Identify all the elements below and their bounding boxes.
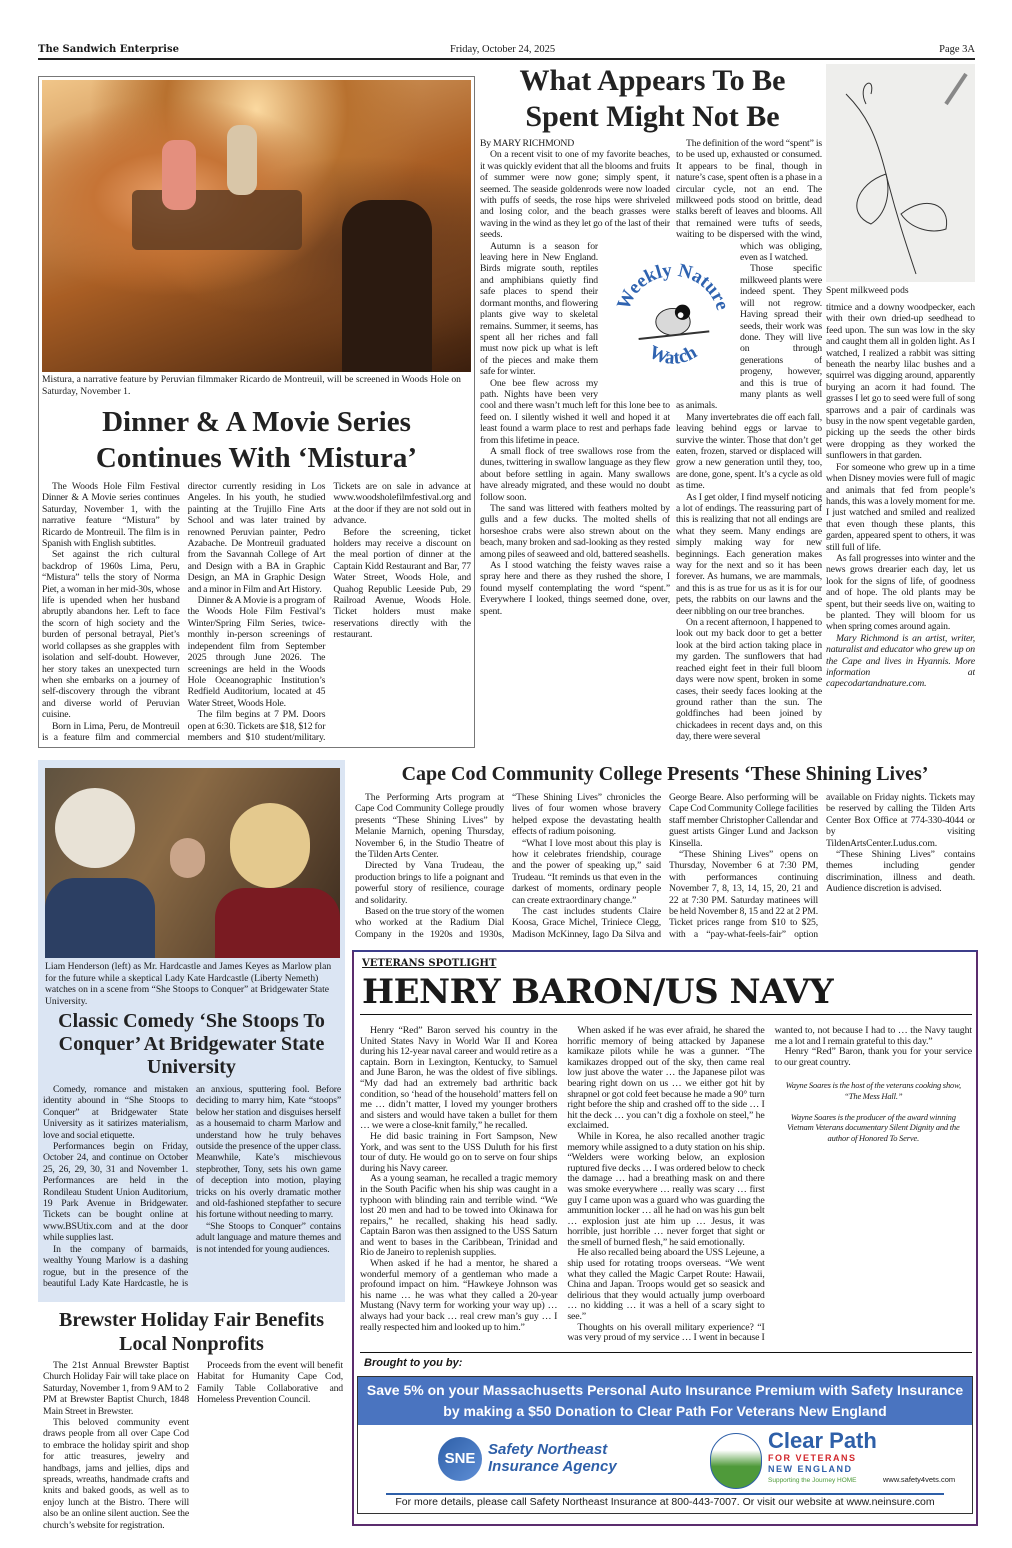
sne-name-line: Safety Northeast: [488, 1441, 608, 1458]
milkweed-sketch-image: [826, 64, 975, 282]
paragraph: “What I love most about this play is how it celebrates friendship, courage and the power of speaking up,” said Trudeau. “It reminds us that even in the darkest of moments, ordinary people can create extraordinary change.”: [512, 837, 661, 906]
mistura-film-photo: [42, 80, 471, 372]
paragraph: Autumn is a season for leaving here in New England. Birds migrate south, reptiles and amphibians quietly find safe places to spend their dormant months, and flowering plants give way to skeletal remains. Summer, it seems, has spent all her riches and fall must now pick up what is left of the pieces and make them safe for winter.: [480, 240, 598, 378]
paragraph: As a young seaman, he recalled a tragic memory in the South Pacific when his ship was caught in a typhoon with blinding rain and terrible wind. “We lost 20 men and had to be towed into Okinawa for repairs,” he recalled, shaking his head sadly. Captain Baron was then assigned to the USS Saturn and went to bases in the Caribbean, Trinidad and Rio de Janeiro to replenish supplies.: [360, 1173, 558, 1259]
clear-path-tagline: Supporting the Journey HOME: [768, 1477, 857, 1484]
paragraph: He did basic training in Fort Sampson, New York, and was sent to the USS Duluth for his first tour of duty. He would go on to serve on four ships during his Navy career.: [360, 1130, 558, 1174]
brewster-headline: Brewster Holiday Fair Benefits Local Nonprofits: [59, 1309, 324, 1355]
paragraph: When asked if he was ever afraid, he shared the horrific memory of being attacked by Japanese kamikaze pilots while he was a gunner. “The kamikazes dropped out of the sky, then came real low just above the water … the Japanese pilot was bearing right down on us … we either got hit by shrapnel or got cold feet because he made a 90° turn right before the ship and crashed off to the side … I hit the deck … you can’t dig a foxhole on steel,” he exclaimed.: [567, 1026, 765, 1132]
author-note: Wayne Soares is the producer of the award winning Vietnam Veterans documentary Silent Dignity and the author of Honored To Serve.: [787, 1111, 960, 1143]
paragraph: Those specific milkweed plants were indeed spent. They will not regrow. Having spread their seeds, their work was done. They will live on through generations of progeny, however, and this is true of many plants as well as animals.: [676, 263, 822, 412]
ad-banner: [358, 1377, 972, 1425]
newspaper-name: The Sandwich Enterprise: [38, 44, 179, 55]
nature-column-3: [826, 302, 975, 745]
mistura-photo-caption: Mistura, a narrative feature by Peruvian filmmaker Ricardo de Montreuil, will be screened in Woods Hole on Saturday, November 1.: [42, 374, 461, 397]
paragraph: titmice and a downy woodpecker, each with their own dried-up seedhead to feed upon. The sun was low in the sky and caught them all in golden light. As I watched, I realized a rabbit was sitting beneath the nearby lilac bushes and a squirrel was digging around, apparently burying an acorn it had found. The grasses I let go to seed were full of song sparrows and a pair of cardinals was busy in the now spent vegetable garden, picking up the seeds the other birds were dropping as they worked the sunflowers in that garden.: [826, 302, 975, 462]
paragraph: The Woods Hole Film Festival Dinner & A Movie series continues Saturday, November 1, with the narrative feature “Mistura” by Ricardo de Montreuil. The film is in Spanish with English subtitles.: [42, 481, 180, 550]
ad-banner-line: Save 5% on your Massachusetts Personal Auto Insurance Premium with Safety Insurance: [366, 1382, 964, 1398]
paragraph: The definition of the word “spent” is to be used up, exhausted or consumed. It appears to be final, though in nature’s case, spent often is a phase in a circular cycle, not an end. The milkweed pods stood on brittle, dead stalks bereft of leaves and blooms. All that remained were tufts of seeds, waiting to be dispersed with the wind, which was obliging, even as I watched.: [676, 138, 822, 264]
paragraph: “These Shining Lives” opens on Thursday, November 6 at 7:30 PM, with performances continuing November 7, 8, 13, 14, 15, 20, 21 and 22 at 7:30 PM. Saturday matinees will be held November 8, 15 and 22 at 2 PM. Ticket prices range from $10 to $25, with a “pay-what-feels-fair” option available on Friday nights. Tickets may be reserved by calling the Tilden Arts Center Box Office at 774-330-4044 or by visiting TildenArtsCenter.Ludus.com.: [669, 792, 975, 940]
paragraph: Born in Lima, Peru, de Montreuil is a feature film and commercial director currently residing in Los Angeles. In his youth, he studied painting at the Trujillo Fine Arts School and was later trained by renowned Peruvian painter, Pedro Azabache. De Montreuil graduated from the Savannah College of Art and Design with a BA in Graphic Design, an MA in Graphic Design and a minor in Film and Art History.: [42, 481, 326, 743]
stoops-cast-photo: [45, 768, 340, 958]
page-number: Page 3A: [939, 44, 975, 55]
stoops-headline: Classic Comedy ‘She Stoops To Conquer’ At Bridgewater State University: [58, 1010, 325, 1078]
milkweed-caption: Spent milkweed pods: [826, 285, 909, 296]
nature-column-1: [480, 138, 670, 745]
paragraph: When asked if he had a mentor, he shared a wonderful memory of a gentleman who made a profound impact on him. “Hawkeye Johnson was his name … he was what they called a 20-year Mustang (Navy term for working your way up) … always had your back … real crew man’s guy … I really respected him and looked up to him.”: [360, 1258, 558, 1333]
sponsor-label: Brought to you by:: [364, 1357, 463, 1369]
paragraph: Henry “Red” Baron served his country in the United States Navy in World War II and Korea during his 12-year naval career and would retire as a captain. Born in Lexington, Kentucky, to Samuel and June Baron, he was the oldest of five siblings. “My dad had an extremely bad arthritic back condition, so ‘head of the household’ matters fell on me … didn’t matter, I loved my younger brothers and sisters and would have taken a bullet for them … we were a close-knit family,” he recalled.: [360, 1026, 558, 1132]
paragraph: As I stood watching the feisty waves raise a spray here and there as they rushed the shore, I found myself contemplating the word “spent.” Everywhere I looked, things seemed done, over, spent.: [480, 560, 670, 617]
mistura-body: [42, 481, 471, 745]
paragraph: For someone who grew up in a time when Disney movies were full of magic and animals that fed from people’s hands, this was a lovely moment for me. I just watched and smiled and realized that even though these plants, this garden, appeared spent to others, it was still full of life.: [826, 461, 975, 553]
paragraph: A small flock of tree swallows rose from the dunes, twittering in swallow language as they flew about before settling in again. Many swallows have already migrated, and these would no doubt follow soon.: [480, 445, 670, 503]
paragraph: Based on the true story of the women who worked at the Radium Dial Company in the 1920s and 1930s, “These Shining Lives” chronicles the lives of four women whose bravery helped expose the devastating health effects of radium poisoning.: [355, 792, 661, 940]
paragraph: While in Korea, he also recalled another tragic memory while assigned to a duty station on his ship. “Welders were working below, an explosion ruptured five decks … I was ordered below to check the damage … had a breathing mask on and there was smoke everywhere … really was scary … first guy I came upon was a guard who was guarding the ammunition locker … all he had on was his gun belt … explosion just ate him up … Jesus, it was horrible, just horrible … never forget that sight or the smell of burned flesh,” he said emotionally.: [567, 1130, 765, 1248]
paragraph: One bee flew across my path. Nights have been very cool and there wasn’t much left for this lone bee to feed on. I silently wished it well and hoped it at least found a warm place to rest and perhaps fade from this lifetime in peace.: [480, 377, 670, 446]
cccc-body: [355, 792, 975, 946]
clear-path-emblem-icon: [710, 1433, 762, 1489]
weekly-nature-watch-logo: [610, 254, 736, 382]
svg-text:Watch: Watch: [645, 341, 701, 369]
mistura-headline: Dinner & A Movie Series Continues With ‘Mistura’: [95, 406, 418, 474]
paragraph: This beloved community event draws people from all over Cape Cod to embrace the holiday spirit and shop for attic treasures, jewelry and handbags, jams and jellies, dips and spreads, wreaths, handmade crafts and knits and baked goods, as well as to enjoy lunch at the Bistro. There will also be an online silent auction. See the church’s website for registration.: [43, 1417, 189, 1531]
paragraph: On a recent afternoon, I happened to look out my back door to get a better look at the bird action taking place in my garden. The sunflowers that had reached eight feet in their full bloom days were now spent, broken in some cases, their seedy faces looking at the ground rather than the sun. The goldfinches had been joined by chickadees in recent days and, on this day, there were several: [676, 617, 822, 743]
stoops-body: [43, 1084, 341, 1298]
paragraph: The cast includes students Claire Koosa, Grace Michel, Triniece Clegg, Madison McKinney, Iago Da Silva and George Beare. Also performing will be Cape Cod Community College facilities staff member Christopher Callendar and guest artists Ginger Lund and Jackson Kinsella.: [512, 792, 818, 940]
ad-banner-line: by making a $50 Donation to Clear Path For Veterans New England: [443, 1403, 887, 1419]
paragraph: Thoughts on his overall military experience? “I was very proud of my service … I went in because I wanted to, not because I had to … the Navy taught me a lot and I remain grateful to this day.”: [567, 1026, 972, 1344]
sne-name: [488, 1441, 617, 1475]
brewster-body: [43, 1360, 343, 1543]
paragraph: Dinner & A Movie is a program of the Woods Hole Film Festival’s Winter/Spring Film Series, twice-monthly in-person screenings of independent film from September 2025 through June 2026. The screenings are held in the Woods Hole Oceanographic Institution’s Redfield Auditorium, located at 45 Water Street, Woods Hole.: [187, 595, 326, 709]
paragraph: Many invertebrates die off each fall, leaving behind eggs or larvae to survive the winter. Those that don’t get eaten, frozen, starved or displaced will grow a new generation until they, too, are done, gone, spent. It’s a cycle as old as time.: [676, 411, 822, 492]
veterans-body: [360, 1026, 972, 1346]
paragraph: In the company of barmaids, wealthy Young Marlow is a dashing rogue, but in the presence of the beautiful Lady Kate Hardcastle, he is an anxious, sputtering fool. Before deciding to marry him, Kate “stoops” below her station and disguises herself as a housemaid to charm Marlow and understand how he truly behaves outside the presence of the upper class. Meanwhile, Kate’s mischievous stepbrother, Tony, sets his own game of deception into motion, playing tricks on his overly dramatic mother and old-fashioned stepfather to secure his fortune without needing to marry.: [43, 1084, 341, 1289]
cccc-headline: Cape Cod Community College Presents ‘These Shining Lives’: [401, 763, 929, 785]
byline: By MARY RICHMOND: [480, 138, 575, 149]
issue-date: Friday, October 24, 2025: [450, 44, 556, 55]
paragraph: “These Shining Lives” contains themes including gender discrimination, illness and death. Audience discretion is advised.: [826, 849, 975, 895]
author-bio: Mary Richmond is an artist, writer, naturalist and educator who grew up on the Cape and lives in Hyannis. More information at capecodartandnature.com.: [826, 632, 975, 690]
clear-path-name: Clear Path: [768, 1428, 877, 1453]
paragraph: Proceeds from the event will benefit Habitat for Humanity Cape Cod, Family Table Collaborative and Homeless Prevention Council.: [197, 1360, 343, 1406]
paragraph: Performances begin on Friday, October 24, and continue on October 25, 26, 29, 30, 31 and November 1. Performances are held in the Rondileau Student Union Auditorium, 19 Park Avenue in Bridgewater. Tickets can be bought online at www.BSUtix.com and at the door while supplies last.: [43, 1141, 188, 1244]
paragraph: Henry “Red” Baron, thank you for your service to our great country.: [774, 1046, 972, 1068]
clear-path-logo: [768, 1429, 877, 1486]
stoops-photo-caption: Liam Henderson (left) as Mr. Hardcastle and James Keyes as Marlow plan for the future while a skeptical Lady Kate Hardcastle (Liberty Nemeth) watches on in a scene from “She Stoops to Conquer” at Bridgewater State University.: [45, 961, 332, 1007]
insurance-ad[interactable]: [357, 1376, 973, 1514]
author-note: Wayne Soares is the host of the veterans cooking show, “The Mess Hall.”: [785, 1080, 962, 1101]
clear-path-sub: FOR VETERANS: [768, 1453, 857, 1463]
sne-logo-icon: SNE: [438, 1437, 482, 1481]
paragraph: The sand was littered with feathers molted by gulls and a few ducks. The molted shells of horseshoe crabs were also strewn about on the beach, many broken and sad-looking as they rested among piles of seaweed and old, battered seashells.: [480, 503, 670, 560]
paragraph: Directed by Vana Trudeau, the production brings to life a poignant and powerful story of resilience, courage and solidarity.: [355, 860, 504, 906]
paragraph: As fall progresses into winter and the news grows drearier each day, let us look for the signs of life, of goodness and of hope. The old plants may be spent, but their seeds live on, waiting to be planted. They will bloom for us when spring comes around again.: [826, 552, 975, 633]
paragraph: The Performing Arts program at Cape Cod Community College proudly presents “These Shining Lives” by Melanie Marnich, opening Thursday, November 6, in the Studio Theatre of the Tilden Arts Center.: [355, 792, 504, 861]
paragraph: As I get older, I find myself noticing a lot of endings. The reassuring part of this is realizing that not all endings are what they seem. Many endings are simply making way for new beginnings. Each generation makes way for the next and so it has been forever. As humans, we are mammals, and this is as true for us as it is for our pets, the rabbits on our lawns and the deer nibbling on our tree branches.: [676, 491, 822, 617]
paragraph: Before the screening, ticket holders may receive a discount on the meal portion of dinner at the Captain Kidd Restaurant and Bar, 77 Water Street, Woods Hole, and Quahog Republic Leeside Pub, 29 Railroad Avenue, Woods Hole. Ticket holders must make reservations directly with the restaurant.: [333, 526, 471, 641]
paragraph: On a recent visit to one of my favorite beaches, it was quickly evident that all the blooms and fruits of summer were now gone; simply spent, it seemed. The seaside goldenrods were now loaded with puffs of seeds, the rose hips were shriveled and losing color, and the beach grasses were waving in the wind as they let go of the last of their seeds.: [480, 149, 670, 241]
nature-column-2: [676, 138, 822, 745]
nature-headline: What Appears To Be Spent Might Not Be: [519, 64, 786, 133]
paragraph: He also recalled being aboard the USS Lejeune, a ship used for rotating troops overseas. “We went what they called the Magic Carpet Route: Hawaii, China and Japan. Troops would get so seasick and delirious that they would actually jump overboard … no kidding … it was a hell of a scary sight to see.”: [567, 1247, 765, 1323]
svg-text:Weekly Nature: Weekly Nature: [613, 259, 733, 313]
sne-name-line: Insurance Agency: [488, 1458, 617, 1475]
paragraph: “She Stoops to Conquer” contains adult language and mature themes and is not intended for young audiences.: [196, 1220, 341, 1255]
veterans-kicker: VETERANS SPOTLIGHT: [362, 958, 497, 969]
clear-path-url[interactable]: www.safety4vets.com: [883, 1475, 956, 1484]
paragraph: The 21st Annual Brewster Baptist Church Holiday Fair will take place on Saturday, November 1, from 9 AM to 2 PM at Brewster Baptist Church, 1848 Main Street in Brewster.: [43, 1360, 189, 1417]
veterans-headline: HENRY BARON/US NAVY: [362, 972, 834, 1012]
clear-path-sub: NEW ENGLAND: [768, 1464, 853, 1474]
page-header: [38, 42, 975, 60]
paragraph: Set against the rich cultural backdrop of 1960s Lima, Peru, “Mistura” tells the story of Norma Piet, a woman in her mid-30s, whose life is upended when her husband abruptly abandons her. Left to face the scorn of high society and the burden of personal betrayal, Piet’s world collapses as she grapples with isolation and self-doubt. However, her story takes an unexpected turn when she embarks on a journey of self-discovery through the vibrant and diverse world of Peruvian cuisine.: [42, 549, 180, 721]
paragraph: The film begins at 7 PM. Doors open at 6:30. Tickets are $18, $12 for members and $10 student/military. Tickets are on sale in advance at www.woodsholefilmfestival.org and at the door if they are not sold out in advance.: [187, 481, 471, 743]
paragraph: Comedy, romance and mistaken identity abound in “She Stoops to Conquer” at Bridgewater State University as it satirizes materialism, love and social etiquette.: [43, 1084, 188, 1141]
ad-footer-contact: For more details, please call Safety Northeast Insurance at 800-443-7007. Or visit our website at www.neinsure.com: [395, 1496, 935, 1508]
